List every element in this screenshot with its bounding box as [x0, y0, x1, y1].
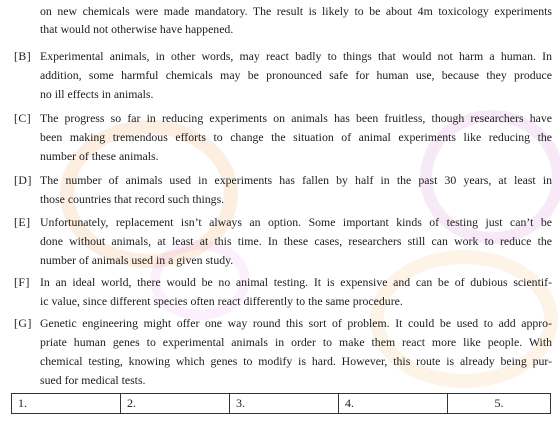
- text-line: Unfortunately, replacement isn’t always an option. Some important kinds of testing just can’t be: [40, 215, 552, 229]
- answer-cell-5[interactable]: 5.: [448, 394, 551, 414]
- answer-table: [11, 393, 551, 414]
- table-row: [12, 394, 551, 414]
- text-line: on new chemicals were made mandatory. The result is likely to be about 4m toxicology experiments: [40, 4, 552, 18]
- text-line: number of animals used in a given study.: [40, 253, 234, 267]
- text-line: In an ideal world, there would be no animal testing. It is expensive and can be of dubious scientif-: [40, 275, 552, 289]
- option-label: [G]: [14, 316, 32, 330]
- text-line: done without animals, at least at this time. In these cases, researchers still can work to reduce the: [40, 234, 552, 248]
- option-label: [E]: [14, 215, 31, 229]
- option-label: [F]: [14, 275, 30, 289]
- option-label: [C]: [14, 111, 32, 125]
- text-line: sued for medical tests.: [40, 373, 146, 387]
- text-line: those countries that record such things.: [40, 192, 225, 206]
- text-line: The progress so far in reducing experiments on animals has been fruitless, though researchers have: [40, 111, 552, 125]
- answer-cell-1[interactable]: 1.: [12, 394, 121, 414]
- text-line: Genetic engineering might offer one way round this sort of problem. It could be used to add appro-: [40, 316, 552, 330]
- answer-cell-4[interactable]: 4.: [339, 394, 448, 414]
- answer-cell-2[interactable]: 2.: [121, 394, 230, 414]
- text-line: The number of animals used in experiments has fallen by half in the past 30 years, at least in: [40, 173, 552, 187]
- text-line: addition, some harmful chemicals may be pronounced safe for human use, because they produce: [40, 68, 552, 82]
- option-label: [D]: [14, 173, 32, 187]
- text-line: no ill effects in animals.: [40, 87, 154, 101]
- text-line: priate human genes to experimental animals in order to make them react more like people. With: [40, 335, 552, 349]
- option-label: [B]: [14, 49, 32, 63]
- answer-cell-3[interactable]: 3.: [230, 394, 339, 414]
- text-line: been making tremendous efforts to change the situation of animal experiments like reducing the: [40, 130, 552, 144]
- text-line: that would not otherwise have happened.: [40, 22, 234, 36]
- text-line: ic value, since different species often react differently to the same procedure.: [40, 294, 403, 308]
- text-line: chemical testing, knowing which genes to modify is hard. However, this route is already being pur-: [40, 354, 552, 368]
- text-line: number of these animals.: [40, 149, 159, 163]
- text-line: Experimental animals, in other words, may react badly to things that would not harm a human. In: [40, 49, 552, 63]
